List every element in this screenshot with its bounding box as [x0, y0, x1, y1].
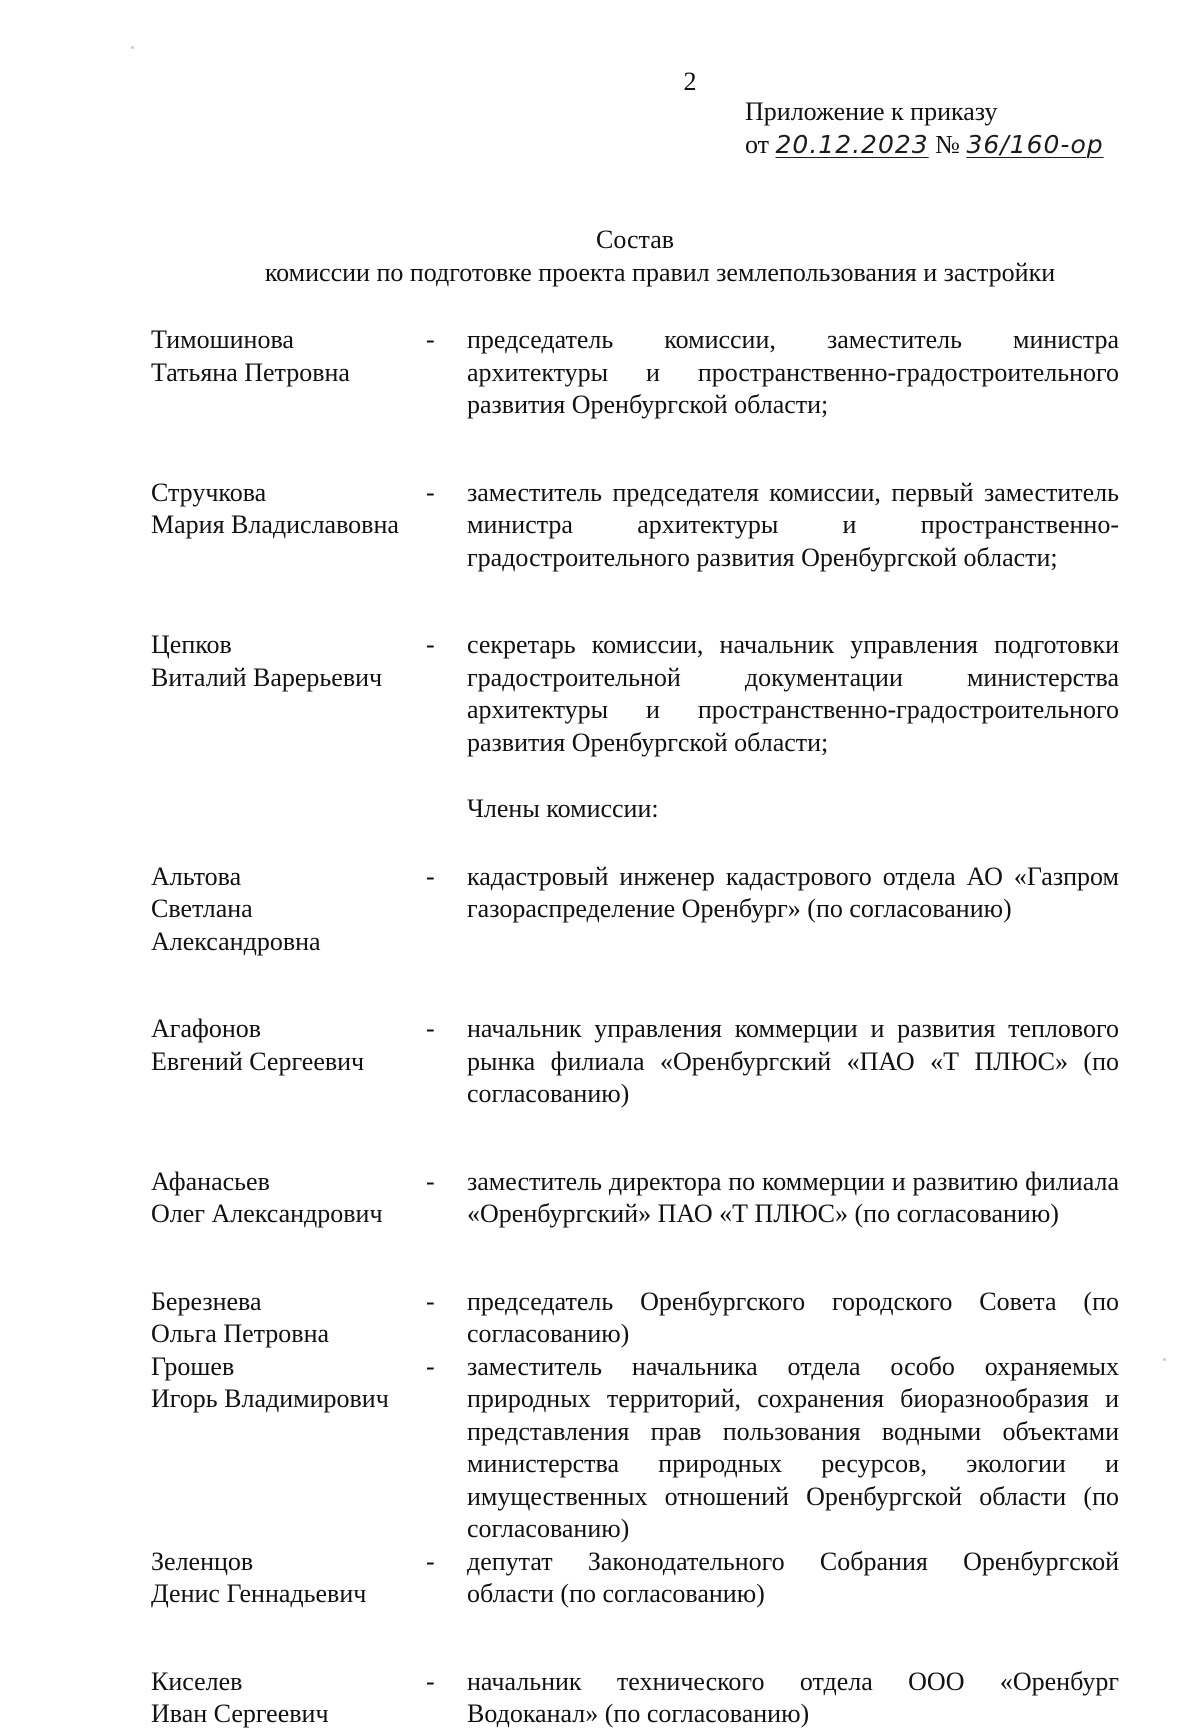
person-name — [151, 477, 411, 542]
person-name-line: Тимошинова — [151, 325, 294, 354]
person-name-line: Светлана — [151, 894, 253, 923]
person-name — [151, 629, 411, 694]
person-name — [151, 861, 411, 959]
page-number: 2 — [683, 67, 697, 96]
person-name-line: Агафонов — [151, 1014, 262, 1043]
annex-header — [745, 96, 1104, 162]
person-name-line: Александровна — [151, 926, 321, 956]
person-name-line: Игорь Владимирович — [151, 1384, 389, 1413]
person-name-line: Виталий Варерьевич — [151, 662, 383, 692]
separator-dash: - — [426, 861, 435, 891]
roster-entry — [151, 1013, 1119, 1111]
document-title: Состав — [595, 225, 675, 254]
roster-entry — [151, 1666, 1119, 1731]
person-name — [151, 1013, 411, 1078]
person-role: секретарь комиссии, начальник управления подготовки градостроительной документации министерства архитектуры и пространственно-градостроительного развития Оренбургской области; — [467, 630, 1119, 757]
person-name — [151, 1351, 411, 1416]
person-name-line: Стручкова — [151, 477, 267, 507]
person-name-line: Мария Владиславовна — [151, 510, 399, 539]
person-name-line: Денис Геннадьевич — [151, 1579, 367, 1608]
scan-speck — [131, 46, 134, 49]
person-role: начальник управления коммерции и развития теплового рынка филиала «Оренбургский «ПАО «Т ПЛЮС» (по согласованию) — [467, 1014, 1119, 1108]
separator-dash: - — [426, 1666, 435, 1696]
roster-entry — [151, 324, 1119, 422]
separator-dash: - — [426, 630, 435, 659]
document-heading — [0, 224, 1200, 289]
separator-dash: - — [426, 1286, 435, 1316]
annex-number-handwritten: 36/160-ор — [966, 130, 1104, 159]
annex-date-handwritten: 20.12.2023 — [775, 130, 929, 159]
document-subtitle: комиссии по подготовке проекта правил землепользования и застройки — [264, 257, 1056, 287]
roster-entry — [151, 861, 1119, 959]
separator-dash: - — [426, 325, 435, 354]
roster-entry — [151, 1351, 1119, 1546]
person-role: заместитель председателя комиссии, первый заместитель министра архитектуры и пространственно-градостроительного развития Оренбургской области; — [467, 477, 1119, 572]
person-role: председатель Оренбургского городского Совета (по согласованию) — [467, 1286, 1119, 1348]
scan-speck — [1163, 1358, 1166, 1361]
annex-from-label: от — [745, 130, 770, 159]
separator-dash: - — [426, 1014, 435, 1043]
roster-entry — [151, 1546, 1119, 1611]
person-name-line: Грошев — [151, 1351, 235, 1381]
person-name — [151, 1546, 411, 1611]
separator-dash: - — [426, 1546, 435, 1576]
separator-dash: - — [426, 477, 435, 507]
members-heading: Члены комиссии: — [467, 794, 659, 823]
person-name-line: Зеленцов — [151, 1546, 254, 1576]
person-role: депутат Законодательного Собрания Оренбургской области (по согласованию) — [467, 1546, 1119, 1608]
roster-entry — [151, 629, 1119, 759]
commission-roster — [151, 324, 1119, 1731]
annex-number-label: № — [935, 130, 960, 159]
members-list — [151, 861, 1119, 1731]
person-name-line: Афанасьев — [151, 1166, 270, 1196]
person-role: заместитель директора по коммерции и развитию филиала «Оренбургский» ПАО «Т ПЛЮС» (по согласованию) — [467, 1166, 1119, 1228]
person-name-line: Киселев — [151, 1666, 243, 1696]
roster-entry — [151, 1166, 1119, 1231]
person-name-line: Альтова — [151, 861, 242, 891]
person-name-line: Цепков — [151, 630, 232, 659]
person-name-line: Евгений Сергеевич — [151, 1046, 365, 1076]
person-name-line: Березнева — [151, 1286, 262, 1316]
person-name-line: Иван Сергеевич — [151, 1699, 329, 1728]
roster-entry — [151, 477, 1119, 575]
person-role: председатель комиссии, заместитель министра архитектуры и пространственно-градостроительного развития Оренбургской области; — [467, 325, 1119, 419]
person-name — [151, 1286, 411, 1351]
annex-order-line — [745, 129, 1104, 162]
person-name-line: Татьяна Петровна — [151, 357, 350, 387]
separator-dash: - — [426, 1351, 435, 1381]
person-name-line: Олег Александрович — [151, 1199, 383, 1228]
person-name-line: Ольга Петровна — [151, 1319, 330, 1348]
person-name — [151, 324, 411, 389]
separator-dash: - — [426, 1166, 435, 1196]
roster-entry — [151, 1286, 1119, 1351]
leaders-list — [151, 324, 1119, 759]
annex-title: Приложение к приказу — [745, 97, 998, 126]
person-name — [151, 1166, 411, 1231]
person-role: кадастровый инженер кадастрового отдела АО «Газпром газораспределение Оренбург» (по согласованию) — [467, 861, 1119, 923]
person-role: начальник технического отдела ООО «Оренбург Водоканал» (по согласованию) — [467, 1666, 1119, 1728]
person-name — [151, 1666, 411, 1731]
person-role: заместитель начальника отдела особо охраняемых природных территорий, сохранения биоразнообразия и представления прав пользования водными объектами министерства природных ресурсов, экологии и имущественных отношений Оренбургской области (по согласованию) — [467, 1351, 1119, 1543]
